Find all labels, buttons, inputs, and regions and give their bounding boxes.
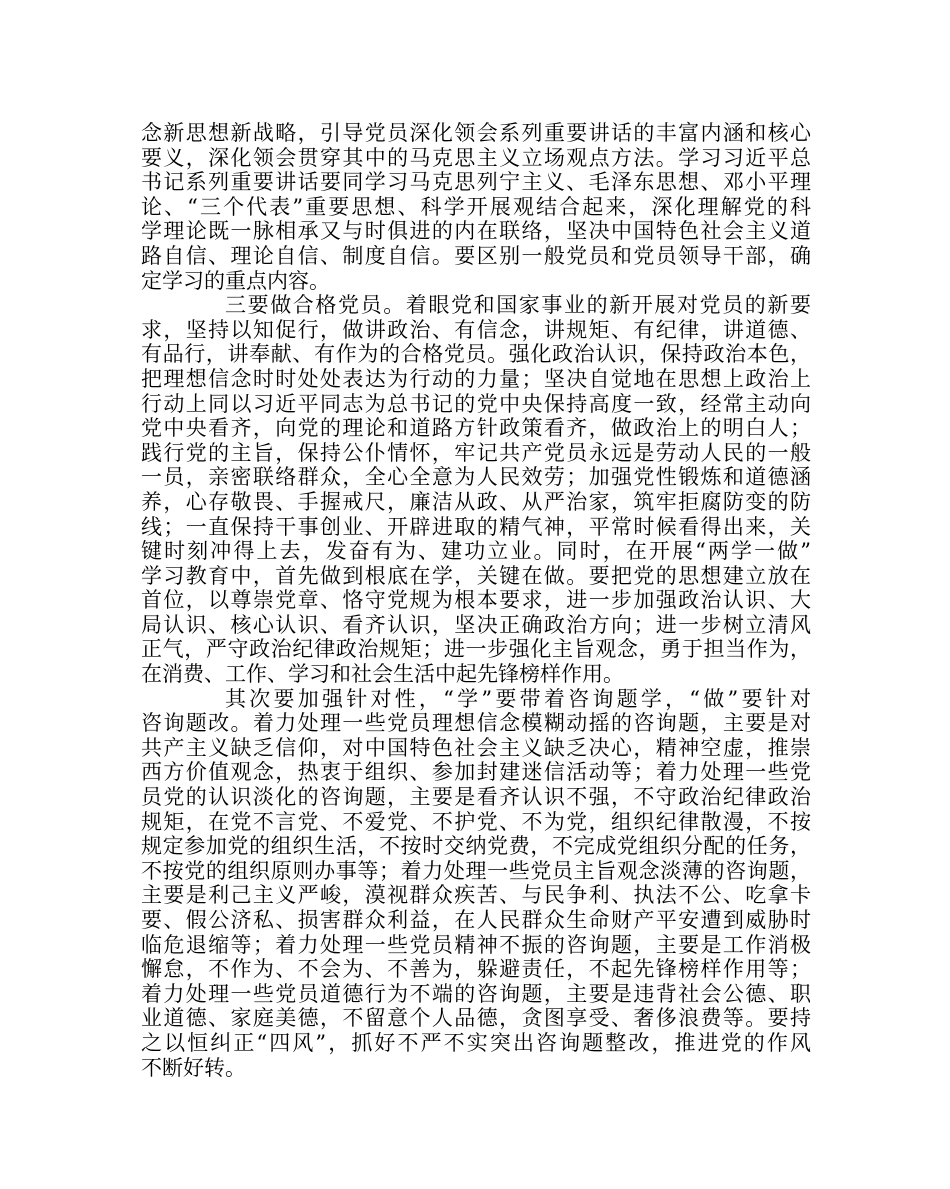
text-line: 员党的认识淡化的咨询题，主要是看齐认识不强，不守政治纪律政治 xyxy=(141,785,811,810)
text-line: 学习教育中，首先做到根底在学，关键在做。要把党的思想建立放在 xyxy=(141,563,811,588)
text-line: 践行党的主旨，保持公仆情怀，牢记共产党员永远是劳动人民的一般 xyxy=(141,440,811,465)
text-line: 行动上同以习近平同志为总书记的党中央保持高度一致，经常主动向 xyxy=(141,391,811,416)
text-line: 学理论既一脉相承又与时俱进的内在联络，坚决中国特色社会主义道 xyxy=(141,219,811,244)
text-line: 正气，严守政治纪律政治规矩；进一步强化主旨观念，勇于担当作为， xyxy=(141,637,811,662)
text-line: 有品行，讲奉献、有作为的合格党员。强化政治认识，保持政治本色， xyxy=(141,342,811,367)
text-line: 要义，深化领会贯穿其中的马克思主义立场观点方法。学习习近平总 xyxy=(141,145,811,170)
text-line: 养，心存敬畏、手握戒尺，廉洁从政、从严治家，筑牢拒腐防变的防 xyxy=(141,489,811,514)
text-line: 把理想信念时时处处表达为行动的力量；坚决自觉地在思想上政治上 xyxy=(141,366,811,391)
paragraph-targeted xyxy=(141,687,811,1081)
text-line: 着力处理一些党员道德行为不端的咨询题，主要是违背社会公德、职 xyxy=(141,981,811,1006)
text-line: 不按党的组织原则办事等；着力处理一些党员主旨观念淡薄的咨询题， xyxy=(141,858,811,883)
text-line: 书记系列重要讲话要同学习马克思列宁主义、毛泽东思想、邓小平理 xyxy=(141,170,811,195)
text-line: 其次要加强针对性，“学”要带着咨询题学，“做”要针对 xyxy=(225,686,811,711)
text-line: 主要是利己主义严峻，漠视群众疾苦、与民争利、执法不公、吃拿卡 xyxy=(141,883,811,908)
text-line: 求，坚持以知促行，做讲政治、有信念，讲规矩、有纪律，讲道德、 xyxy=(141,317,811,342)
text-line: 临危退缩等；着力处理一些党员精神不振的咨询题，主要是工作消极 xyxy=(141,932,811,957)
text-line: 懈怠，不作为、不会为、不善为，躲避责任，不起先锋榜样作用等； xyxy=(141,957,811,982)
text-line: 念新思想新战略，引导党员深化领会系列重要讲话的丰富内涵和核心 xyxy=(141,121,811,145)
text-line: 之以恒纠正“四风”，抓好不严不实突出咨询题整改，推进党的作风 xyxy=(141,1030,811,1055)
text-line: 规定参加党的组织生活，不按时交纳党费，不完成党组织分配的任务， xyxy=(141,834,811,859)
text-line: 键时刻冲得上去，发奋有为、建功立业。同时，在开展“两学一做” xyxy=(141,539,811,564)
text-line: 不断好转。 xyxy=(141,1055,246,1080)
document-body xyxy=(141,121,811,1080)
text-line: 业道德、家庭美德，不留意个人品德，贪图享受、奢侈浪费等。要持 xyxy=(141,1006,811,1031)
text-line: 首位，以尊崇党章、恪守党规为根本要求，进一步加强政治认识、大 xyxy=(141,588,811,613)
text-line: 共产主义缺乏信仰，对中国特色社会主义缺乏决心，精神空虚，推崇 xyxy=(141,735,811,760)
text-line: 路自信、理论自信、制度自信。要区别一般党员和党员领导干部，确 xyxy=(141,243,811,268)
text-line: 咨询题改。着力处理一些党员理想信念模糊动摇的咨询题，主要是对 xyxy=(141,711,811,736)
text-line: 论、“三个代表”重要思想、科学开展观结合起来，深化理解党的科 xyxy=(141,194,811,219)
text-line: 局认识、核心认识、看齐认识，坚决正确政治方向；进一步树立清风 xyxy=(141,612,811,637)
paragraph-qualified-member xyxy=(141,293,811,687)
text-line: 三要做合格党员。着眼党和国家事业的新开展对党员的新要 xyxy=(225,293,811,318)
text-line: 西方价值观念，热衷于组织、参加封建迷信活动等；着力处理一些党 xyxy=(141,760,811,785)
text-content xyxy=(141,121,811,1080)
text-line: 党中央看齐，向党的理论和道路方针政策看齐，做政治上的明白人； xyxy=(141,416,811,441)
text-line: 规矩，在党不言党、不爱党、不护党、不为党，组织纪律散漫，不按 xyxy=(141,809,811,834)
text-line: 要、假公济私、损害群众利益，在人民群众生命财产平安遭到威胁时 xyxy=(141,908,811,932)
text-line: 线；一直保持干事创业、开辟进取的精气神，平常时候看得出来，关 xyxy=(141,514,811,539)
text-line: 在消费、工作、学习和社会生活中起先锋榜样作用。 xyxy=(141,662,624,687)
text-line: 一员，亲密联络群众，全心全意为人民效劳；加强党性锻炼和道德涵 xyxy=(141,465,811,490)
paragraph-study-thought xyxy=(141,121,811,293)
text-line: 定学习的重点内容。 xyxy=(141,268,330,293)
